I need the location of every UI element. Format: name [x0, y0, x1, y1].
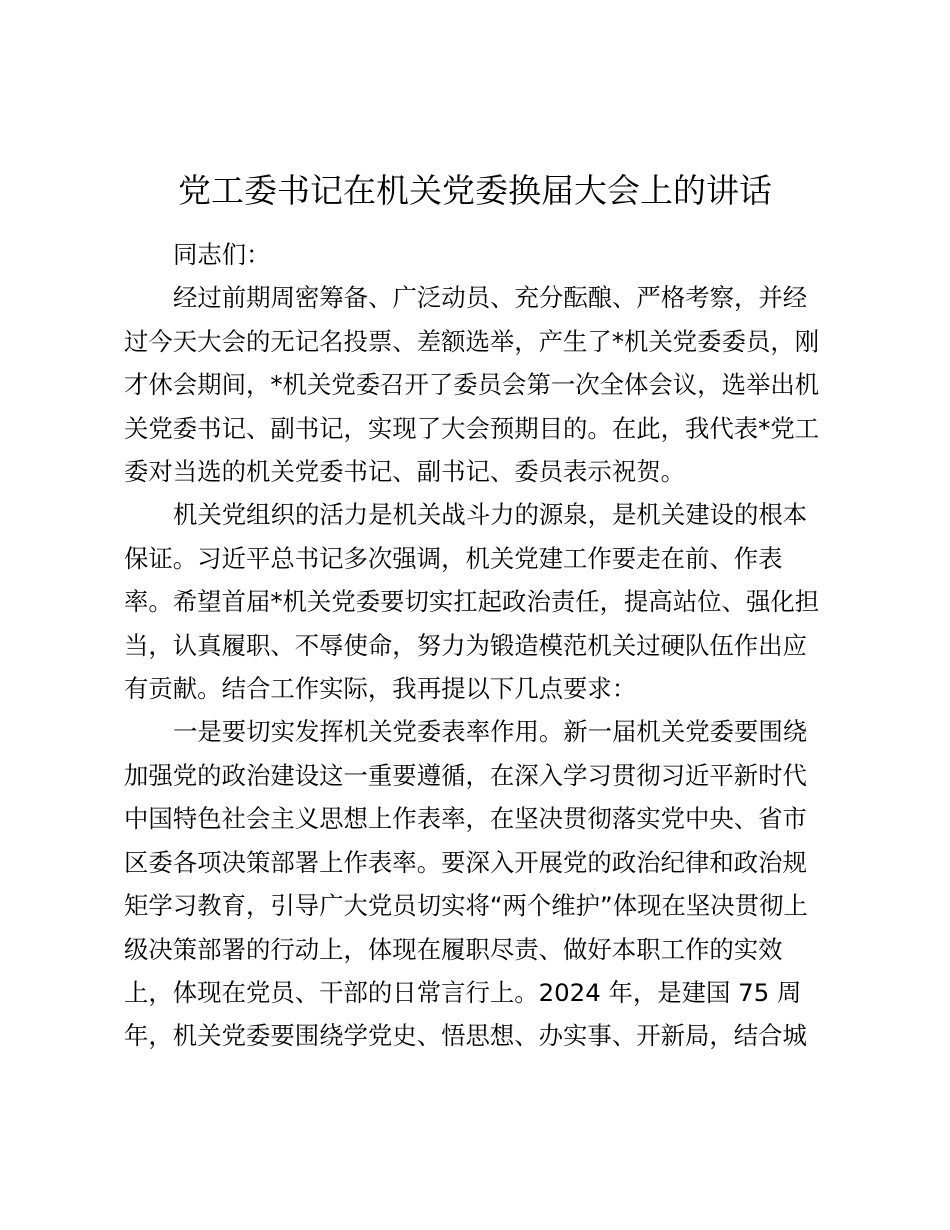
paragraph-line: 区委各项决策部署上作表率。要深入开展党的政治纪律和政治规 [124, 847, 807, 877]
paragraph-line: 委对当选的机关党委书记、副书记、委员表示祝贺。 [124, 457, 685, 487]
document-title: 党工委书记在机关党委换届大会上的讲话 [178, 171, 772, 210]
paragraph-line: 中国特色社会主义思想上作表率，在坚决贯彻落实党中央、省市 [124, 804, 807, 834]
paragraph-2 [124, 493, 836, 710]
paragraph-line: 有贡献。结合工作实际，我再提以下几点要求： [124, 674, 637, 704]
paragraph-1 [124, 276, 836, 493]
paragraph-3 [124, 710, 836, 1057]
salutation: 同志们： [173, 240, 271, 269]
document-body [124, 233, 836, 1058]
paragraph-line: 矩学习教育，引导广大党员切实将“两个维护”体现在坚决贯彻上 [124, 891, 808, 921]
paragraph-line: 一是要切实发挥机关党委表率作用。新一届机关党委要围绕 [173, 717, 808, 747]
paragraph-line: 级决策部署的行动上，体现在履职尽责、做好本职工作的实效 [124, 934, 783, 964]
paragraph-line: 加强党的政治建设这一重要遵循，在深入学习贯彻习近平新时代 [124, 760, 807, 790]
paragraph-line: 关党委书记、副书记，实现了大会预期目的。在此，我代表*党工 [124, 413, 820, 443]
paragraph-line: 年，机关党委要围绕学党史、悟思想、办实事、开新局，结合城 [124, 1021, 807, 1051]
paragraph-line: 当，认真履职、不辱使命，努力为锻造模范机关过硬队伍作出应 [124, 630, 807, 660]
paragraph-line: 保证。习近平总书记多次强调，机关党建工作要走在前、作表 [124, 543, 783, 573]
paragraph-line: 机关党组织的活力是机关战斗力的源泉，是机关建设的根本 [173, 500, 808, 530]
paragraph-line: 率。希望首届*机关党委要切实扛起政治责任，提高站位、强化担 [124, 587, 820, 617]
paragraph-line: 过今天大会的无记名投票、差额选举，产生了*机关党委委员，刚 [124, 326, 820, 356]
paragraph-line: 才休会期间，*机关党委召开了委员会第一次全体会议，选举出机 [124, 370, 820, 400]
paragraph-line: 上，体现在党员、干部的日常言行上。2024 年，是建国 75 周 [124, 977, 802, 1007]
paragraph-line: 经过前期周密筹备、广泛动员、充分酝酿、严格考察，并经 [173, 283, 808, 313]
